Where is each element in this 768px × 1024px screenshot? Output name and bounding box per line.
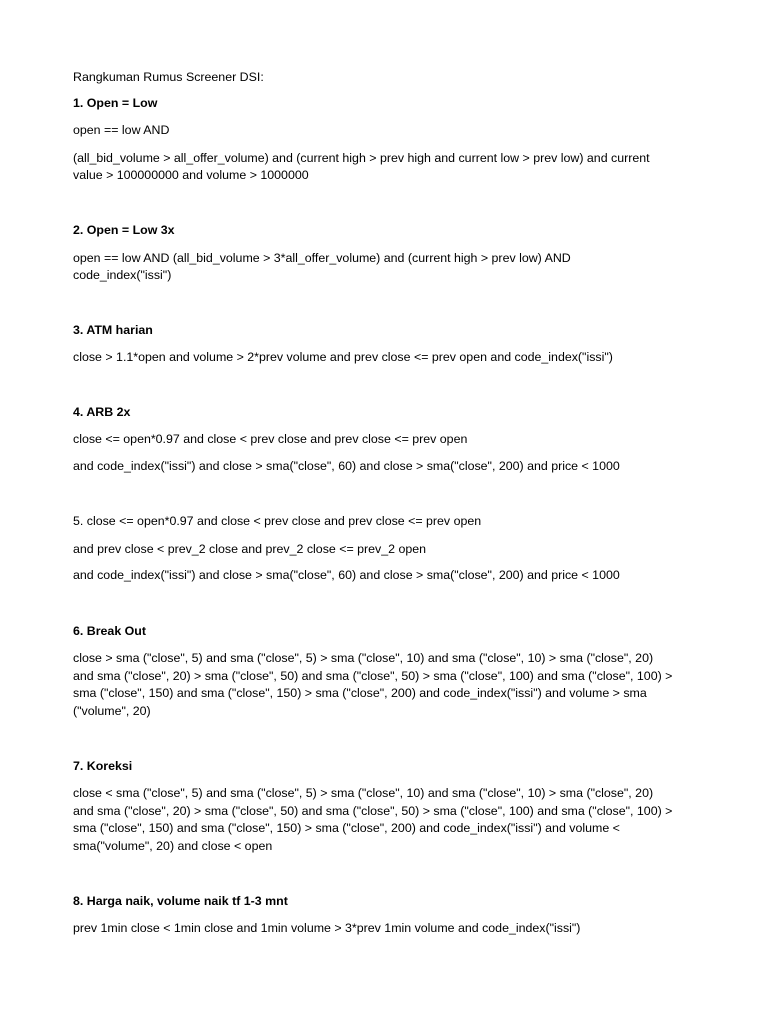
section-heading: 1. Open = Low — [73, 96, 158, 110]
section-heading: 8. Harga naik, volume naik tf 1-3 mnt — [73, 894, 288, 908]
formula-line: and sma ("close", 20) > sma ("close", 50) and sma ("close", 50) > sma ("close", 100) and sma ("close", 100) > — [73, 804, 673, 818]
formula-line: code_index("issi") — [73, 268, 172, 282]
formula-line: close < sma ("close", 5) and sma ("close", 5) > sma ("close", 10) and sma ("close", 10) > sma ("close", 20) — [73, 786, 654, 800]
section-heading: 5. close <= open*0.97 and close < prev close and prev close <= prev open — [73, 514, 482, 528]
formula-line: sma ("close", 150) and sma ("close", 150) > sma ("close", 200) and code_index("issi") and volume > sma — [73, 686, 647, 700]
section-heading: 3. ATM harian — [73, 323, 153, 337]
formula-line: value > 100000000 and volume > 1000000 — [73, 168, 309, 182]
formula-line: open == low AND (all_bid_volume > 3*all_offer_volume) and (current high > prev low) AND — [73, 251, 571, 265]
formula-line: and code_index("issi") and close > sma("close", 60) and close > sma("close", 200) and price < 1000 — [73, 568, 620, 582]
formula-line: and sma ("close", 20) > sma ("close", 50) and sma ("close", 50) > sma ("close", 100) and sma ("close", 100) > — [73, 669, 673, 683]
formula-line: sma("volume", 20) and close < open — [73, 839, 273, 853]
section-heading: 2. Open = Low 3x — [73, 223, 175, 237]
formula-line: prev 1min close < 1min close and 1min volume > 3*prev 1min volume and code_index("issi") — [73, 921, 581, 935]
document-title: Rangkuman Rumus Screener DSI: — [73, 70, 264, 84]
formula-line: ("volume", 20) — [73, 704, 151, 718]
section-heading: 4. ARB 2x — [73, 405, 131, 419]
formula-line: close <= open*0.97 and close < prev close and prev close <= prev open — [73, 432, 468, 446]
section-heading: 7. Koreksi — [73, 759, 133, 773]
formula-line: (all_bid_volume > all_offer_volume) and (current high > prev high and current low > prev low) and current — [73, 151, 650, 165]
formula-line: close > 1.1*open and volume > 2*prev volume and prev close <= prev open and code_index("issi") — [73, 350, 613, 364]
formula-line: and code_index("issi") and close > sma("close", 60) and close > sma("close", 200) and price < 1000 — [73, 459, 620, 473]
formula-line: and prev close < prev_2 close and prev_2 close <= prev_2 open — [73, 542, 427, 556]
section-heading: 6. Break Out — [73, 624, 146, 638]
formula-line: close > sma ("close", 5) and sma ("close", 5) > sma ("close", 10) and sma ("close", 10) > sma ("close", 20) — [73, 651, 654, 665]
formula-line: sma ("close", 150) and sma ("close", 150) > sma ("close", 200) and code_index("issi") and volume < — [73, 821, 620, 835]
formula-line: open == low AND — [73, 123, 170, 137]
